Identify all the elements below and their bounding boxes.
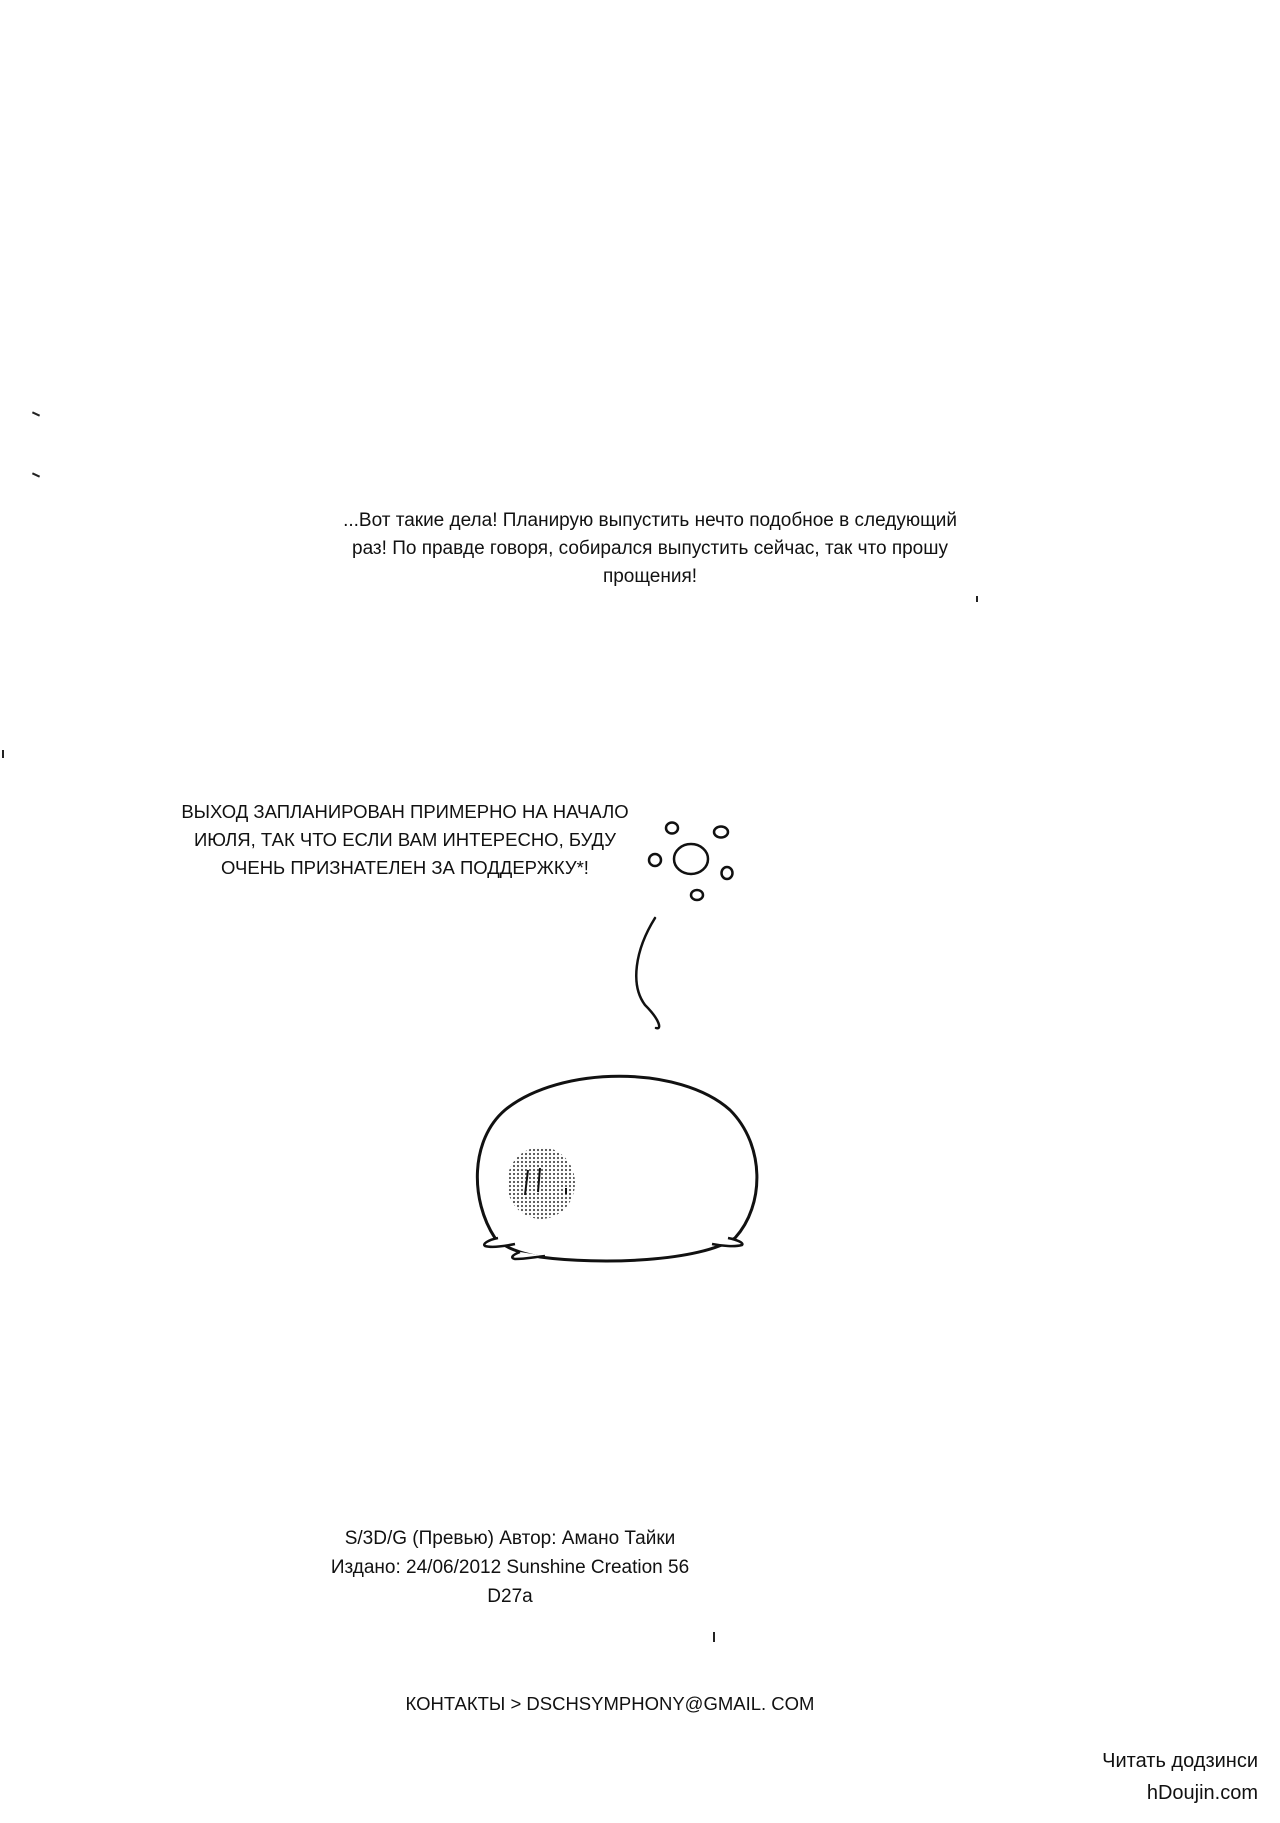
release-announcement <box>150 798 660 882</box>
announcement-line-1: ВЫХОД ЗАПЛАНИРОВАН ПРИМЕРНО НА НАЧАЛО <box>181 801 629 822</box>
thought-bubbles <box>649 823 733 901</box>
announcement-line-3: ОЧЕНЬ ПРИЗНАТЕЛЕН ЗА ПОДДЕРЖКУ*! <box>221 857 589 878</box>
intro-line-1: ...Вот такие дела! Планирую выпустить нечто подобное в следующий <box>343 510 957 531</box>
contacts-line: КОНТАКТЫ > DSCHSYMPHONY@GMAIL. COM <box>405 1693 815 1714</box>
watermark-line-1: Читать додзинси <box>1102 1750 1258 1772</box>
credits-line-3: D27a <box>487 1586 533 1607</box>
intro-line-2: раз! По правде говоря, собирался выпустить сейчас, так что прошу <box>352 538 948 559</box>
intro-caption <box>300 507 1000 591</box>
announcement-line-2: ИЮЛЯ, ТАК ЧТО ЕСЛИ ВАМ ИНТЕРЕСНО, БУДУ <box>194 829 616 850</box>
scan-mark <box>976 596 978 602</box>
publication-credits <box>300 1524 720 1611</box>
credits-line-1: S/3D/G (Превью) Автор: Амано Тайки <box>344 1528 676 1549</box>
watermark-line-2: hDoujin.com <box>1146 1782 1258 1804</box>
squiggle-line <box>636 918 659 1028</box>
credits-line-2: Издано: 24/06/2012 Sunshine Creation 56 <box>330 1557 690 1578</box>
intro-line-3: прощения! <box>602 566 698 587</box>
watermark <box>1102 1745 1258 1809</box>
scan-mark <box>32 472 40 477</box>
scan-mark <box>32 411 40 416</box>
scan-mark <box>2 750 4 758</box>
scan-mark <box>713 1632 715 1642</box>
blob-body <box>477 1076 757 1261</box>
